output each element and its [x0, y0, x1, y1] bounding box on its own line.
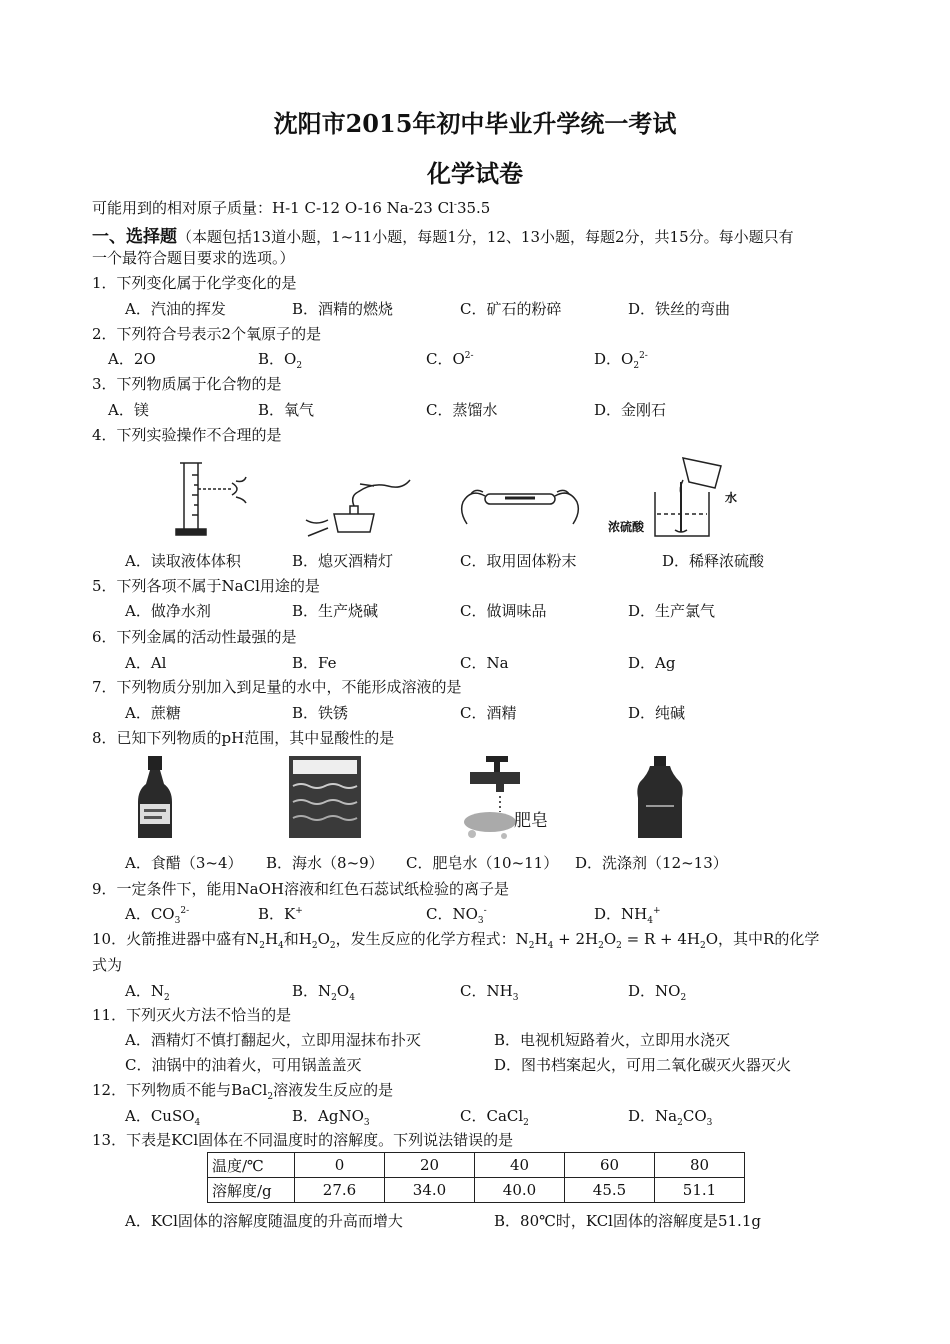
q7-option-a: A．蔗糖 — [125, 704, 181, 722]
section1-intro-cont: 一个最符合题目要求的选项。） — [92, 249, 295, 267]
q4-option-b: B．熄灭酒精灯 — [292, 552, 394, 570]
q6-stem: 6．下列金属的活动性最强的是 — [92, 628, 297, 646]
q11-stem: 11．下列灭火方法不恰当的是 — [92, 1006, 292, 1024]
q5-stem: 5．下列各项不属于NaCl用途的是 — [92, 577, 320, 595]
q7-stem: 7．下列物质分别加入到足量的水中，不能形成溶液的是 — [92, 678, 462, 696]
q2-option-c: C．$O^{2-}$ — [426, 350, 474, 368]
graduated-cylinder-figure — [170, 455, 260, 540]
vinegar-bottle-figure — [130, 754, 180, 844]
page-title: 沈阳市2015年初中毕业升学统一考试 — [273, 109, 677, 138]
q1-option-d: D．铁丝的弯曲 — [628, 300, 731, 318]
table-row — [208, 1178, 745, 1203]
table-cell: 40 — [475, 1153, 565, 1178]
q9-option-d: D．$NH_4^+$ — [594, 905, 661, 926]
q3-option-d: D．金刚石 — [594, 401, 667, 419]
q8-option-a: A．食醋（3~4） — [125, 854, 243, 872]
q5-option-b: B．生产烧碱 — [292, 602, 379, 620]
q12-option-a: A．CuSO$_4$ — [125, 1107, 201, 1128]
q1-option-c: C．矿石的粉碎 — [460, 300, 562, 318]
label-soap: 肥皂 — [514, 811, 548, 831]
q3-option-b: B．氧气 — [258, 401, 315, 419]
q7-option-c: C．酒精 — [460, 704, 517, 722]
q7-option-b: B．铁锈 — [292, 704, 349, 722]
table-cell: 34.0 — [385, 1178, 475, 1203]
q12-stem: 12．下列物质不能与BaCl$_2$溶液发生反应的是 — [92, 1081, 394, 1102]
q12-option-c: C．CaCl$_2$ — [460, 1107, 529, 1128]
q1-option-a: A．汽油的挥发 — [125, 300, 226, 318]
solubility-table — [207, 1152, 745, 1203]
q6-option-b: B．Fe — [292, 654, 337, 672]
q10-option-b: B．$N_2O_4$ — [292, 982, 355, 1003]
q8-option-b: B．海水（8~9） — [266, 854, 384, 872]
q9-option-a: A．$CO_3^{2-}$ — [125, 905, 190, 926]
q13-option-b: B．80℃时，KCl固体的溶解度是51.1g — [494, 1212, 761, 1230]
q6-option-d: D．Ag — [628, 654, 676, 672]
table-header-temp: 温度/℃ — [208, 1153, 295, 1178]
table-cell: 20 — [385, 1153, 475, 1178]
q1-stem: 1．下列变化属于化学变化的是 — [92, 274, 297, 292]
q9-option-c: C．$NO_3^-$ — [426, 905, 487, 926]
label-water: 水 — [725, 491, 738, 505]
q10-stem-cont: 式为 — [92, 956, 123, 974]
table-cell: 80 — [655, 1153, 745, 1178]
table-cell: 51.1 — [655, 1178, 745, 1203]
q13-stem: 13．下表是KCl固体在不同温度时的溶解度。下列说法错误的是 — [92, 1131, 514, 1149]
test-tube-figure — [455, 470, 585, 535]
q4-option-c: C．取用固体粉末 — [460, 552, 577, 570]
q10-option-d: D．$NO_2$ — [628, 982, 687, 1003]
q11-option-a: A．酒精灯不慎打翻起火，立即用湿抹布扑灭 — [125, 1031, 421, 1049]
q4-option-d: D．稀释浓硫酸 — [662, 552, 765, 570]
alcohol-lamp-figure — [298, 470, 413, 540]
q4-option-a: A．读取液体体积 — [125, 552, 241, 570]
table-header-solubility: 溶解度/g — [208, 1178, 295, 1203]
q12-option-b: B．AgNO$_3$ — [292, 1107, 370, 1128]
table-cell: 40.0 — [475, 1178, 565, 1203]
q11-option-b: B．电视机短路着火，立即用水浇灭 — [494, 1031, 731, 1049]
q7-option-d: D．纯碱 — [628, 704, 686, 722]
q10-option-c: C．$NH_3$ — [460, 982, 519, 1003]
q5-option-c: C．做调味品 — [460, 602, 547, 620]
q4-stem: 4．下列实验操作不合理的是 — [92, 426, 282, 444]
detergent-bottle-figure — [632, 754, 688, 842]
q2-option-b: B．$O_2$ — [258, 350, 303, 371]
q11-option-d: D．图书档案起火，可用二氧化碳灭火器灭火 — [494, 1056, 792, 1074]
q1-option-b: B．酒精的燃烧 — [292, 300, 394, 318]
q6-option-c: C．Na — [460, 654, 509, 672]
q9-stem: 9．一定条件下，能用NaOH溶液和红色石蕊试纸检验的离子是 — [92, 880, 509, 898]
q5-option-d: D．生产氯气 — [628, 602, 716, 620]
q8-stem: 8．已知下列物质的pH范围，其中显酸性的是 — [92, 729, 395, 747]
page-subtitle: 化学试卷 — [427, 159, 523, 188]
table-row — [208, 1153, 745, 1178]
q3-option-a: A．镁 — [108, 401, 149, 419]
q2-stem: 2．下列符合号表示2个氧原子的是 — [92, 325, 322, 343]
q8-option-c: C．肥皂水（10~11） — [406, 854, 559, 872]
q6-option-a: A．Al — [125, 654, 167, 672]
atomic-mass-line: 可能用到的相对原子质量：H-1 C-12 O-16 Na-23 Cl-35.5 — [92, 199, 491, 217]
q13-option-a: A．KCl固体的溶解度随温度的升高而增大 — [125, 1212, 403, 1230]
label-conc-acid: 浓硫酸 — [608, 520, 645, 534]
q9-option-b: B．K+ — [258, 905, 303, 923]
q2-option-d: D．$O_2^{2-}$ — [594, 350, 648, 371]
q3-option-c: C．蒸馏水 — [426, 401, 498, 419]
q3-stem: 3．下列物质属于化合物的是 — [92, 375, 282, 393]
table-cell: 27.6 — [295, 1178, 385, 1203]
q5-option-a: A．做净水剂 — [125, 602, 211, 620]
table-cell: 60 — [565, 1153, 655, 1178]
q8-option-d: D．洗涤剂（12~13） — [575, 854, 728, 872]
q11-option-c: C．油锅中的油着火，可用锅盖盖灭 — [125, 1056, 362, 1074]
q12-option-d: D．$Na_2CO_3$ — [628, 1107, 713, 1128]
table-cell: 45.5 — [565, 1178, 655, 1203]
section1-intro: 一、选择题（本题包括13道小题，1~11小题，每题1分，12、13小题，每题2分，共15分。每小题只有 — [92, 227, 794, 247]
q10-stem: 10．火箭推进器中盛有$N_2H_4$和$H_2O_2$，发生反应的化学方程式：$N_2H_4 + 2H_2O_2 = R + 4H_2O$，其中R的化学 — [92, 930, 820, 951]
table-cell: 0 — [295, 1153, 385, 1178]
q2-option-a: A．2O — [108, 350, 156, 368]
q10-option-a: A．$N_2$ — [125, 982, 170, 1003]
seawater-figure — [285, 752, 365, 842]
